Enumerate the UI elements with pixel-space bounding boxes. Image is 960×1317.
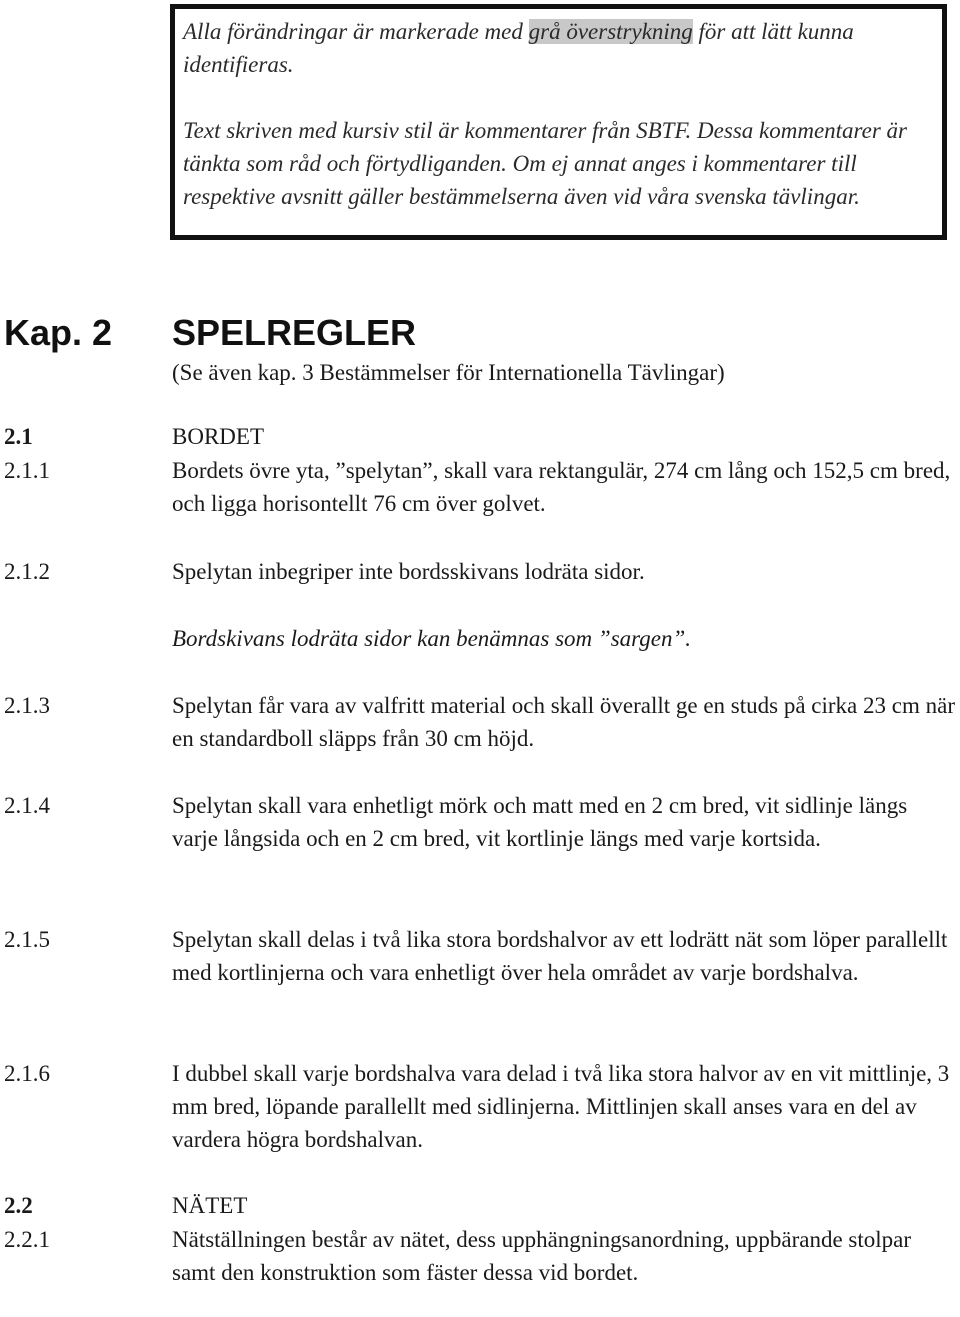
rule-number: 2.1.4 (4, 793, 50, 818)
rule-text: Bordets övre yta, ”spelytan”, skall vara rektangulär, 274 cm lång och 152,5 cm bred, och ligga horisontellt 76 cm över golvet. (172, 458, 951, 516)
rule-text: Spelytan skall vara enhetligt mörk och matt med en 2 cm bred, vit sidlinje längs varje långsida och en 2 cm bred, vit kortlinje längs med varje kortsida. (172, 793, 908, 851)
notice-highlight-sample: grå överstrykning (528, 19, 693, 44)
section-heading-bordet: BORDET (172, 424, 264, 449)
chapter-label: Kap. 2 (4, 312, 113, 353)
notice-comments-paragraph: Text skriven med kursiv stil är kommentarer från SBTF. Dessa kommentarer är tänkta som råd och förtydliganden. Om ej annat anges i kommentarer till respektive avsnitt gäller bestämmelserna även vid våra svenska tävlingar. (183, 118, 908, 209)
notice-changes-text-pre: Alla förändringar är markerade med (183, 19, 529, 44)
notice-box (170, 4, 947, 240)
section-heading-natet: NÄTET (172, 1193, 248, 1218)
rule-number: 2.2.1 (4, 1227, 50, 1252)
notice-changes-text-post: för att lätt kunna identifieras. (183, 19, 854, 77)
rule-text: Spelytan inbegriper inte bordsskivans lodräta sidor. (172, 559, 645, 584)
rule-text: Spelytan skall delas i två lika stora bordshalvor av ett lodrätt nät som löper parallellt med kortlinjerna och vara enhetligt över hela området av varje bordshalva. (172, 927, 948, 985)
rule-number: 2.1.3 (4, 693, 50, 718)
rule-text: I dubbel skall varje bordshalva vara delad i två lika stora halvor av en vit mittlinje, 3 mm bred, löpande parallellt med sidlinjerna. Mittlinjen skall anses vara en del av vardera högra bordshalvan. (172, 1061, 950, 1152)
rule-comment: Bordskivans lodräta sidor kan benämnas som ”sargen”. (172, 626, 692, 651)
section-number: 2.1 (4, 424, 33, 449)
rule-text: Nätställningen består av nätet, dess upphängningsanordning, uppbärande stolpar samt den konstruktion som fäster dessa vid bordet. (172, 1227, 912, 1285)
rule-number: 2.1.6 (4, 1061, 50, 1086)
rule-number: 2.1.5 (4, 927, 50, 952)
chapter-title: SPELREGLER (172, 312, 417, 353)
rule-number: 2.1.2 (4, 559, 50, 584)
notice-changes-paragraph (183, 15, 934, 81)
rule-number: 2.1.1 (4, 458, 50, 483)
section-number: 2.2 (4, 1193, 33, 1218)
rule-text: Spelytan får vara av valfritt material och skall överallt ge en studs på cirka 23 cm när en standardboll släpps från 30 cm höjd. (172, 693, 955, 751)
chapter-subtitle: (Se även kap. 3 Bestämmelser för Internationella Tävlingar) (172, 360, 725, 385)
